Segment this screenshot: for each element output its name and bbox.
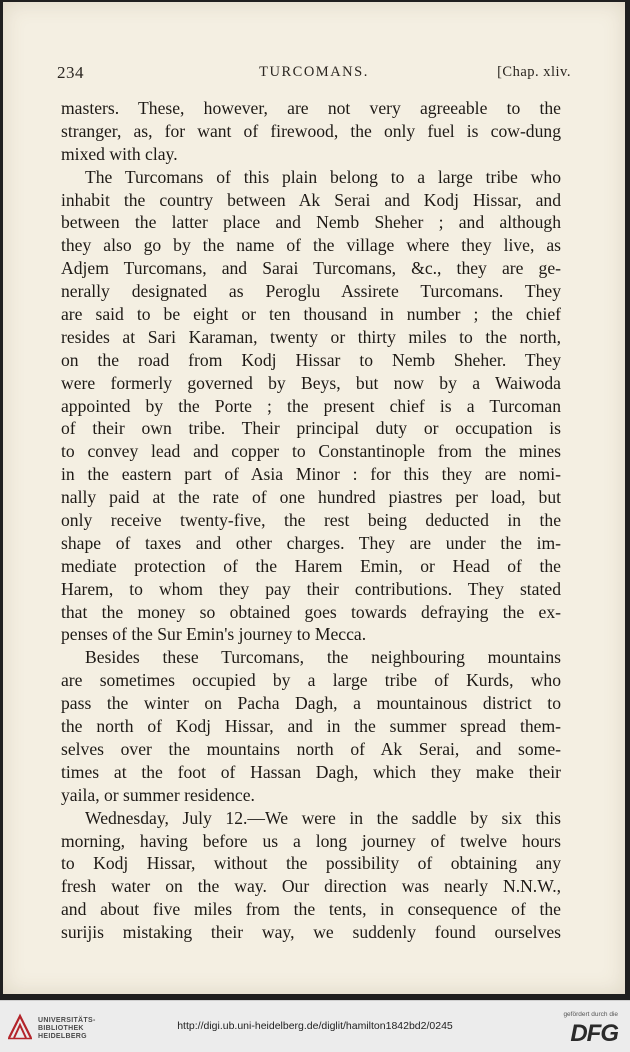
text-line: stranger, as, for want of firewood, the only fuel is cow-dung: [61, 120, 561, 141]
library-name-line: UNIVERSITÄTS-: [38, 1017, 96, 1024]
dfg-logo[interactable]: DFG: [570, 1020, 618, 1047]
text-line: nerally designated as Peroglu Assirete Turcomans. They: [61, 281, 561, 302]
text-line: Harem, to whom they pay their contributions. They stated: [61, 578, 561, 599]
text-line: fresh water on the way. Our direction was nearly N.N.W.,: [61, 876, 561, 897]
text-line: morning, having before us a long journey of twelve hours: [61, 830, 561, 851]
text-line: they also go by the name of the village where they live, as: [61, 235, 561, 256]
text-line: Besides these Turcomans, the neighbouring mountains: [85, 647, 561, 668]
text-line: The Turcomans of this plain belong to a large tribe who: [85, 166, 561, 187]
text-line: pass the winter on Pacha Dagh, a mountainous district to: [61, 693, 561, 714]
text-line: to Kodj Hissar, without the possibility of obtaining any: [61, 853, 561, 874]
text-line: and about five miles from the tents, in consequence of the: [61, 899, 561, 920]
running-title: TURCOMANS.: [259, 64, 369, 80]
running-head: [57, 63, 571, 83]
text-line: on the road from Kodj Hissar to Nemb Sheher. They: [61, 349, 561, 370]
text-line: were formerly governed by Beys, but now by a Waiwoda: [61, 372, 561, 393]
library-name-line: BIBLIOTHEK: [38, 1025, 84, 1032]
text-line: only receive twenty-five, the rest being deducted in the: [61, 510, 561, 531]
text-line: Adjem Turcomans, and Sarai Turcomans, &c., they are ge-: [61, 258, 561, 279]
text-line: nally paid at the rate of one hundred piastres per load, but: [61, 487, 561, 508]
text-line: appointed by the Porte ; the present chief is a Turcoman: [61, 395, 561, 416]
text-line: resides at Sari Karaman, twenty or thirty miles to the north,: [61, 326, 561, 347]
permalink-url[interactable]: http://digi.ub.uni-heidelberg.de/diglit/hamilton1842bd2/0245: [177, 1020, 453, 1032]
text-line: mixed with clay.: [61, 143, 178, 164]
text-line: are said to be eight or ten thousand in number ; the chief: [61, 304, 561, 325]
page-number: 234: [57, 63, 84, 82]
text-line: are sometimes occupied by a large tribe of Kurds, who: [61, 670, 561, 691]
text-line: the north of Kodj Hissar, and in the summer spread them-: [61, 716, 561, 737]
text-line: inhabit the country between Ak Serai and Kodj Hissar, and: [61, 189, 561, 210]
funding-note: gefördert durch die: [563, 1011, 618, 1018]
text-line: to convey lead and copper to Constantinople from the mines: [61, 441, 561, 462]
text-line: selves over the mountains north of Ak Serai, and some-: [61, 738, 561, 759]
body-text: [61, 97, 561, 944]
text-line: between the latter place and Nemb Sheher ; and although: [61, 212, 561, 233]
text-line: that the money so obtained goes towards defraying the ex-: [61, 601, 561, 622]
text-line: masters. These, however, are not very agreeable to the: [61, 98, 561, 118]
text-line: mediate protection of the Harem Emin, or Head of the: [61, 555, 561, 576]
text-line: in the eastern part of Asia Minor : for this they are nomi-: [61, 464, 561, 485]
text-line: times at the foot of Hassan Dagh, which they make their: [61, 761, 561, 782]
text-line: yaila, or summer residence.: [61, 784, 255, 805]
text-line: Wednesday, July 12.—We were in the saddle by six this: [85, 807, 561, 828]
text-line: of their own tribe. Their principal duty or occupation is: [61, 418, 561, 439]
book-page: [3, 2, 625, 994]
chapter-label: [Chap. xliv.: [497, 64, 571, 80]
library-name-line: HEIDELBERG: [38, 1033, 87, 1040]
viewer-footer: [0, 1000, 630, 1052]
text-line: surijis mistaking their way, we suddenly found ourselves: [61, 922, 561, 943]
text-line: shape of taxes and other charges. They are under the im-: [61, 532, 561, 553]
text-line: penses of the Sur Emin's journey to Mecca.: [61, 624, 367, 645]
